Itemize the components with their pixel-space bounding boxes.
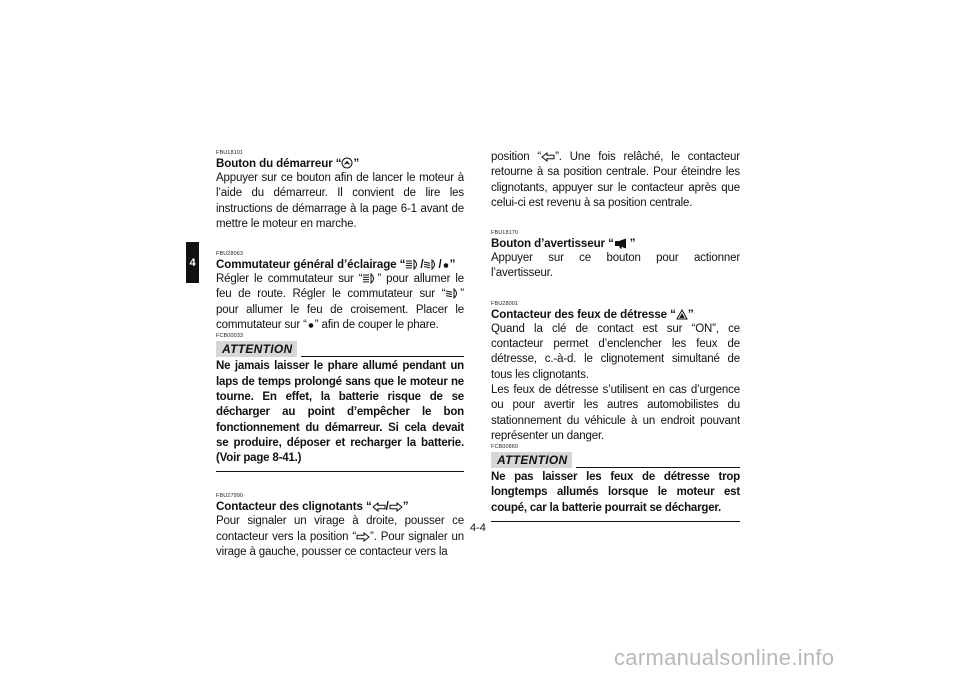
watermark: carmanualsonline.info — [614, 645, 835, 670]
hazard-body-2: Les feux de détresse s’utilisent en cas d’urgence ou pour avertir les autres automobilistes du stationnement du véhicule à un endroit pouvant représenter un danger. — [491, 383, 740, 442]
section-code: FCB00033 — [216, 333, 244, 340]
right-column — [491, 150, 740, 522]
turn-left-arrow-icon — [372, 502, 386, 512]
attention-end-rule — [491, 521, 740, 522]
attention-text: Ne jamais laisser le phare allumé pendant un laps de temps prolongé sans que le moteur ne tourne. En effet, la batterie risque de se décharger au point d’empêcher le bon fonctionnement du démarreur. Si cela devait se produire, déposer et recharger la batterie. (Voir page 8-41.) — [216, 360, 464, 465]
hazard-body-1: Quand la clé de contact est sur “ON”, ce contacteur permet d’enclencher les feux de détresse, c.-à-d. le clignotement simultané de tous les clignotants. — [491, 322, 740, 381]
high-beam-icon — [405, 259, 420, 270]
left-column — [216, 150, 464, 560]
horn-heading: Bouton d’avertisseur “ ” — [491, 237, 636, 251]
section-code: FBU28001 — [491, 300, 519, 307]
section-code: FCB00860 — [491, 444, 519, 451]
attention-header — [216, 341, 464, 357]
attention-badge: ATTENTION — [216, 341, 297, 357]
hazard-heading: Contacteur des feux de détresse “ ” — [491, 307, 694, 321]
turn-body-continued: position “ ”. Une fois relâché, le contacteur retourne à sa position centrale. Pour éteindre les clignotants, appuyer sur le contacteur après que celui-ci est revenu à sa position centrale. — [491, 151, 740, 209]
horn-icon — [614, 238, 630, 249]
starter-button-icon — [341, 157, 353, 169]
attention-rule — [576, 467, 740, 468]
section-code: FBU27990 — [216, 493, 244, 500]
high-beam-icon — [362, 273, 377, 284]
hazard-triangle-icon — [676, 309, 688, 320]
low-beam-icon — [445, 288, 460, 299]
turn-body: Pour signaler un virage à droite, pousser ce contacteur vers la position “ ”. Pour signaler un virage à gauche, pousser ce contacteur vers la — [216, 515, 464, 559]
starter-body: Appuyer sur ce bouton afin de lancer le moteur à l’aide du démarreur. Il convient de lire les instructions de démarrage à la page 6-1 avant de mettre le moteur en marche. — [216, 172, 464, 230]
attention-rule — [301, 356, 464, 357]
turn-right-arrow-icon — [356, 532, 370, 542]
turn-heading: Contacteur des clignotants “ / ” — [216, 500, 409, 514]
lights-body: Régler le commutateur sur “ ” pour allumer le feu de route. Régler le commutateur sur “ ” pour allumer le feu de croisement. Placer le commutateur sur “ ” afin de couper le phare. — [216, 273, 464, 332]
starter-heading: Bouton du démarreur “ ” — [216, 157, 360, 170]
attention-badge: ATTENTION — [491, 452, 572, 468]
horn-body: Appuyer sur ce bouton pour actionner l’avertisseur. — [491, 252, 740, 280]
section-tab: 4 — [186, 242, 199, 283]
section-code: FBU28063 — [216, 251, 244, 258]
turn-left-arrow-icon — [541, 152, 555, 162]
low-beam-icon — [423, 259, 438, 270]
lights-heading: Commutateur général d’éclairage “ / / ” — [216, 258, 456, 272]
attention-text: Ne pas laisser les feux de détresse trop longtemps allumés lorsque le moteur est coupé, car la batterie pourrait se décharger. — [491, 471, 740, 514]
section-code: FBU18170 — [491, 230, 519, 237]
section-code: FBU18101 — [216, 150, 244, 156]
off-dot-icon — [307, 319, 315, 330]
page-number: 4-4 — [470, 522, 486, 534]
attention-header — [491, 452, 740, 468]
off-dot-icon — [442, 259, 450, 270]
turn-right-arrow-icon — [389, 502, 403, 512]
